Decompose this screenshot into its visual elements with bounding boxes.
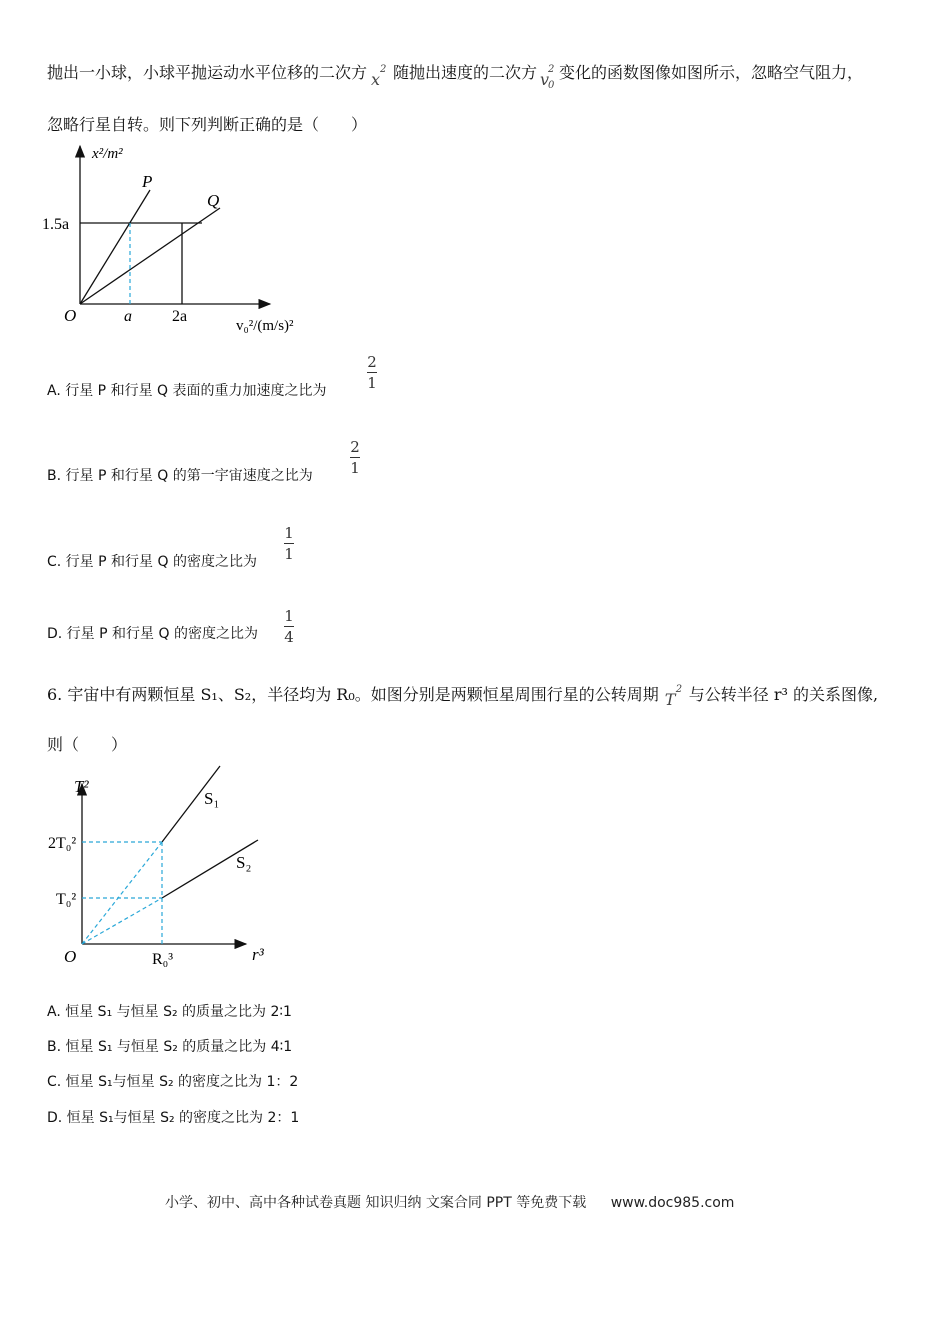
dashed-diag-s1: [82, 842, 162, 944]
q5-option-a[interactable]: [47, 380, 327, 400]
x-axis-label: r³: [252, 945, 264, 964]
footer-text: 小学、初中、高中各种试卷真题 知识归纳 文案合同 PPT 等免费下载: [165, 1195, 587, 1211]
footer-url[interactable]: www.doc985.com: [610, 1195, 735, 1211]
frac-num: 2: [350, 438, 360, 456]
q6-graph: [40, 760, 290, 975]
y-axis-label: x²/m²: [92, 146, 123, 162]
q5-option-b[interactable]: [47, 465, 313, 485]
v-exp: 2: [548, 64, 555, 75]
x-symbol: x: [371, 70, 381, 89]
q5-intro-part1: 抛出一小球，小球平抛运动水平位移的二次方: [47, 63, 368, 82]
y-tick-1-5a: 1.5a: [42, 216, 70, 233]
line-p-label: P: [142, 172, 153, 191]
q6-intro-part1: 6. 宇宙中有两颗恒星 S₁、S₂，半径均为 R₀。如图分别是两颗恒星周围行星的公转周期: [47, 685, 659, 704]
frac-num: 1: [284, 524, 294, 542]
x-axis-label: v₀²/(m/s)²: [236, 318, 294, 334]
q5-intro-part2: 随抛出速度的二次方: [393, 63, 538, 82]
option-d-text: D. 行星 P 和行星 Q 的密度之比为: [47, 626, 258, 642]
x-tick-a: a: [124, 308, 132, 325]
y-tick-t0sq: T₀²: [56, 891, 77, 908]
frac-den: 4: [284, 628, 294, 646]
origin-label: O: [64, 306, 77, 325]
q5-graph: [40, 140, 320, 340]
footer: [165, 1192, 734, 1212]
option-a-fraction: [367, 352, 377, 393]
q5-intro-part3: 变化的函数图像如图所示，忽略空气阻力，: [559, 63, 864, 82]
t-symbol: T: [664, 690, 676, 709]
q5-intro-line2: 忽略行星自转。则下列判断正确的是（ ）: [47, 115, 368, 134]
option-c-fraction: [284, 523, 294, 564]
t-exp: 2: [675, 684, 683, 695]
option-d-fraction: [284, 606, 294, 647]
q6-intro-line2: 则（ ）: [47, 735, 128, 754]
frac-num: 2: [367, 353, 377, 371]
frac-den: 1: [367, 374, 377, 392]
q6-option-b[interactable]: B. 恒星 S₁ 与恒星 S₂ 的质量之比为 4∶1: [47, 1039, 293, 1055]
x-exp: 2: [380, 64, 387, 75]
option-b-fraction: [350, 437, 360, 478]
v-symbol: v: [540, 70, 550, 89]
y-axis-label: T²: [74, 777, 89, 796]
option-b-text: B. 行星 P 和行星 Q 的第一宇宙速度之比为: [47, 468, 313, 484]
q6-intro-part2: 与公转半径 r³ 的关系图像,: [688, 685, 879, 704]
frac-den: 1: [350, 459, 360, 477]
dashed-diag-s2: [82, 898, 162, 944]
q6-option-a[interactable]: A. 恒星 S₁ 与恒星 S₂ 的质量之比为 2∶1: [47, 1004, 292, 1020]
y-tick-2t0sq: 2T₀²: [48, 835, 77, 852]
q5-intro-line1: [47, 60, 864, 91]
line-q-label: Q: [207, 191, 220, 210]
q6-option-d[interactable]: D. 恒星 S₁与恒星 S₂ 的密度之比为 2：1: [47, 1110, 300, 1126]
line-s2-label: S₂: [236, 853, 252, 872]
line-p: [80, 190, 150, 304]
line-s1-label: S₁: [204, 789, 220, 808]
q5-option-d[interactable]: [47, 623, 258, 643]
frac-num: 1: [284, 607, 294, 625]
v-sub: 0: [548, 80, 555, 91]
frac-den: 1: [284, 545, 294, 563]
x-tick-2a: 2a: [172, 308, 188, 325]
q6-option-c[interactable]: C. 恒星 S₁与恒星 S₂ 的密度之比为 1：2: [47, 1074, 299, 1090]
q6-intro-line1: [47, 682, 879, 709]
option-a-text: A. 行星 P 和行星 Q 表面的重力加速度之比为: [47, 383, 327, 399]
x-tick-r0cubed: R₀³: [152, 951, 174, 968]
option-c-text: C. 行星 P 和行星 Q 的密度之比为: [47, 554, 257, 570]
q5-option-c[interactable]: [47, 551, 257, 571]
origin-label: O: [64, 947, 77, 966]
